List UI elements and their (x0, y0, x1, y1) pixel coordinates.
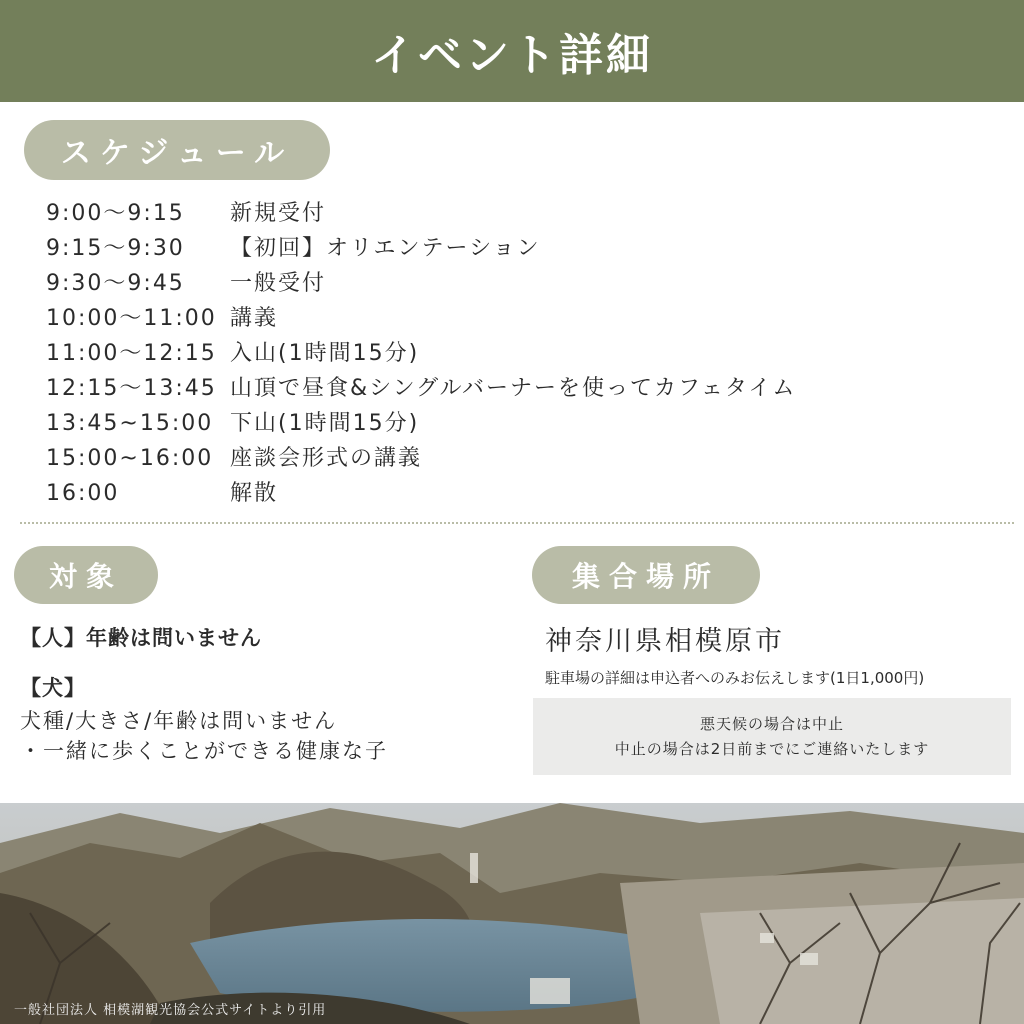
schedule-event: 一般受付 (230, 271, 327, 296)
schedule-row (46, 371, 1006, 406)
target-people: 【人】年齢は問いません (20, 626, 262, 650)
schedule-time: 9:15～9:30 (46, 236, 185, 261)
schedule-time: 12:15～13:45 (46, 376, 217, 401)
weather-notice (533, 698, 1011, 775)
notice-line: 中止の場合は2日前までにご連絡いたします (614, 739, 930, 758)
header-bar (0, 0, 1024, 102)
lake-photo (0, 803, 1024, 1024)
schedule-heading: スケジュール (24, 120, 330, 180)
schedule-row (46, 476, 1006, 511)
schedule-event: 山頂で昼食&シングルバーナーを使ってカフェタイム (230, 376, 797, 401)
target-dog-line: ・一緒に歩くことができる健康な子 (20, 739, 388, 763)
schedule-list (46, 196, 1006, 511)
meeting-section (533, 620, 1013, 692)
schedule-event: 新規受付 (230, 201, 327, 226)
target-dog-heading: 【犬】 (20, 676, 86, 700)
target-heading: 対象 (14, 546, 158, 604)
meeting-location: 神奈川県相模原市 (545, 626, 785, 657)
parking-info: 駐車場の詳細は申込者へのみお伝えします(1日1,000円) (545, 669, 925, 687)
schedule-row (46, 441, 1006, 476)
schedule-row (46, 336, 1006, 371)
schedule-time: 9:00～9:15 (46, 201, 185, 226)
schedule-time: 11:00～12:15 (46, 341, 217, 366)
landscape-image (0, 803, 1024, 1024)
schedule-time: 10:00～11:00 (46, 306, 217, 331)
schedule-event: 【初回】オリエンテーション (230, 236, 541, 261)
schedule-row (46, 266, 1006, 301)
schedule-time: 13:45~15:00 (46, 411, 214, 436)
target-dog-line: 犬種/大きさ/年齢は問いません (20, 709, 338, 733)
schedule-event: 解散 (230, 481, 279, 506)
schedule-row (46, 301, 1006, 336)
schedule-event: 入山(1時間15分) (230, 341, 420, 366)
schedule-row (46, 231, 1006, 266)
photo-credit: 一般社団法人 相模湖観光協会公式サイトより引用 (14, 1003, 327, 1018)
schedule-time: 9:30～9:45 (46, 271, 185, 296)
page-title: イベント詳細 (371, 30, 653, 81)
schedule-row (46, 196, 1006, 231)
target-section (20, 620, 500, 766)
schedule-event: 座談会形式の講義 (230, 446, 423, 471)
schedule-time: 16:00 (46, 481, 120, 506)
meeting-place-heading: 集合場所 (532, 546, 760, 604)
schedule-event: 講義 (230, 306, 279, 331)
schedule-row (46, 406, 1006, 441)
notice-line: 悪天候の場合は中止 (699, 714, 844, 733)
section-divider (20, 522, 1014, 524)
schedule-time: 15:00~16:00 (46, 446, 214, 471)
schedule-event: 下山(1時間15分) (230, 411, 420, 436)
